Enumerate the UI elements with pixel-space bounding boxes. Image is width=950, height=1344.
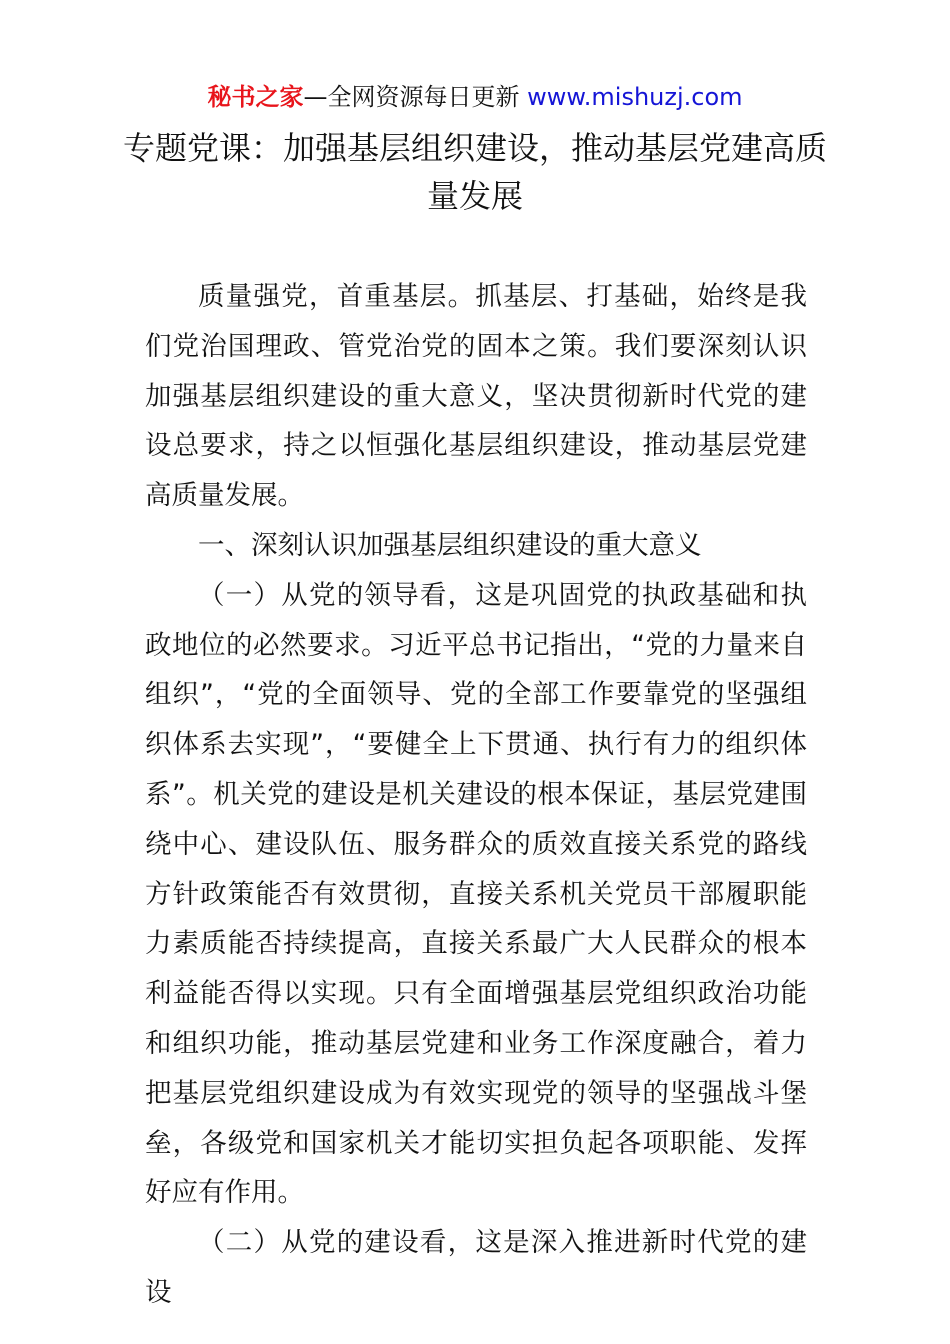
section-heading: 一、深刻认识加强基层组织建设的重大意义 xyxy=(198,529,702,561)
brand-name: 秘书之家 xyxy=(207,83,304,111)
watermark-header xyxy=(0,80,950,114)
site-url-link[interactable]: www.mishuzj.com xyxy=(527,83,743,111)
document-body xyxy=(145,272,807,1318)
intro-paragraph: 质量强党，首重基层。抓基层、打基础，始终是我们党治国理政、管党治党的固本之策。我们要深刻认识加强基层组织建设的重大意义，坚决贯彻新时代党的建设总要求，持之以恒强化基层组织建设，推动基层党建高质量发展。 xyxy=(145,281,807,512)
body-paragraph: （二）从党的建设看，这是深入推进新时代党的建设 xyxy=(145,1227,807,1308)
header-tagline: —全网资源每日更新 xyxy=(303,83,520,111)
document-title: 专题党课：加强基层组织建设，推动基层党建高质量发展 xyxy=(122,129,827,215)
body-paragraph: （一）从党的领导看，这是巩固党的执政基础和执政地位的必然要求。习近平总书记指出，“党的力量来自组织”，“党的全面领导、党的全部工作要靠党的坚强组织体系去实现”，“要健全上下贯通、执行有力的组织体系”。机关党的建设是机关建设的根本保证，基层党建围绕中心、建设队伍、服务群众的质效直接关系党的路线方针政策能否有效贯彻，直接关系机关党员干部履职能力素质能否持续提高，直接关系最广大人民群众的根本利益能否得以实现。只有全面增强基层党组织政治功能和组织功能，推动基层党建和业务工作深度融合，着力把基层党组织建设成为有效实现党的领导的坚强战斗堡垒，各级党和国家机关才能切实担负起各项职能、发挥好应有作用。 xyxy=(145,579,807,1209)
